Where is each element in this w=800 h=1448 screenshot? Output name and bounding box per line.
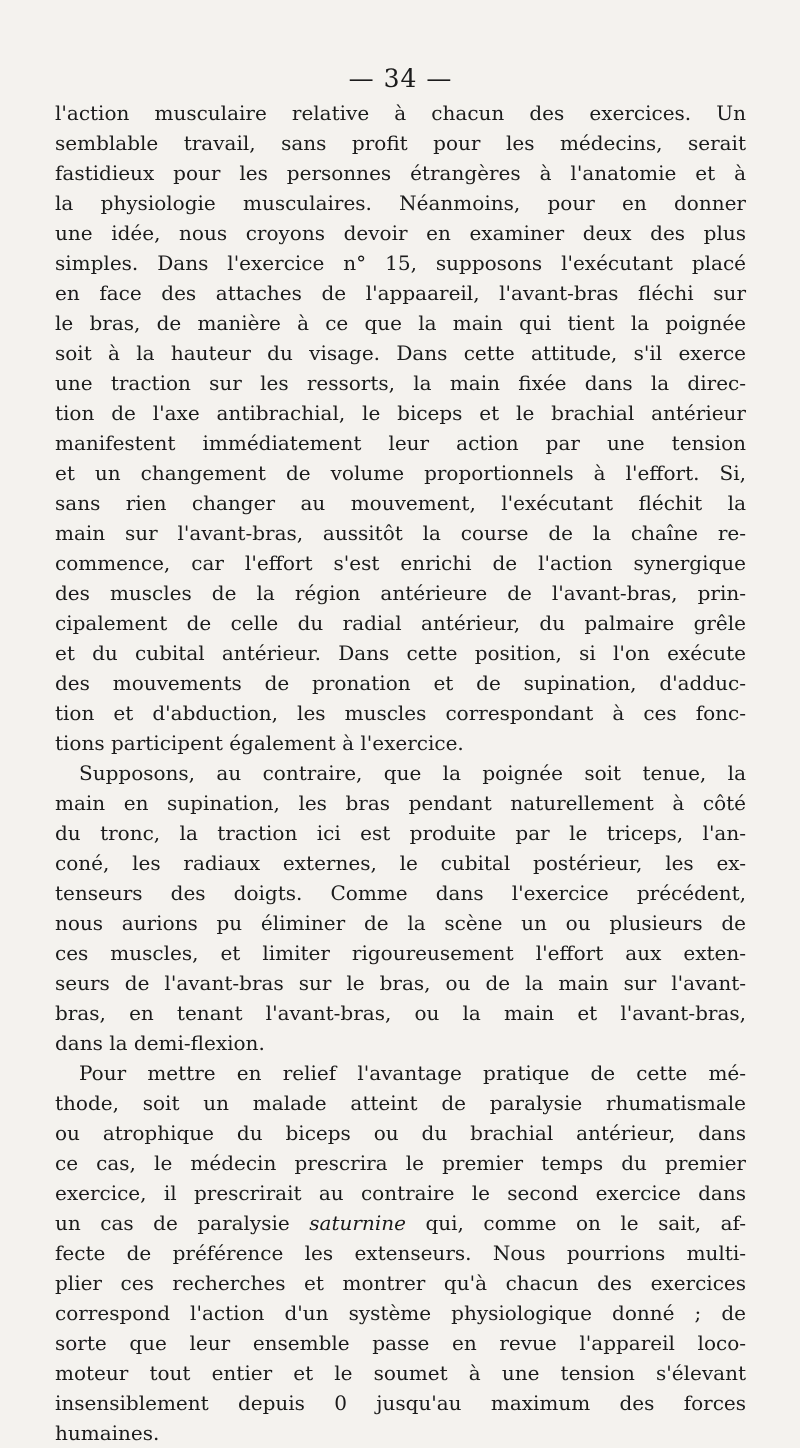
text-line: en face des attaches de l'appaareil, l'avant-bras fléchi sur [55,281,746,305]
text-line: sorte que leur ensemble passe en revue l'appareil loco- [55,1331,746,1355]
text-line: une idée, nous croyons devoir en examiner deux des plus [55,221,746,245]
text-line: Supposons, au contraire, que la poignée soit tenue, la [79,761,746,785]
paragraph-3 [55,1058,746,1448]
text-line: main en supination, les bras pendant naturellement à côté [55,791,746,815]
italic-word: saturnine [309,1211,406,1235]
text-line: nous aurions pu éliminer de la scène un ou plusieurs de [55,911,746,935]
text-line: plier ces recherches et montrer qu'à chacun des exercices [55,1271,746,1295]
text-fragment: un cas de paralysie [55,1211,310,1235]
text-line: tion et d'abduction, les muscles correspondant à ces fonc- [55,701,746,725]
text-line: tions participent également à l'exercice. [55,731,464,755]
text-line: bras, en tenant l'avant-bras, ou la main et l'avant-bras, [55,1001,746,1025]
body-text [55,98,746,1448]
text-line: ou atrophique du biceps ou du brachial antérieur, dans [55,1121,746,1145]
text-line: cipalement de celle du radial antérieur, du palmaire grêle [55,611,746,635]
paragraph-2 [55,758,746,1058]
text-line: soit à la hauteur du visage. Dans cette attitude, s'il exerce [55,341,746,365]
text-line: la physiologie musculaires. Néanmoins, pour en donner [55,191,746,215]
text-line: et un changement de volume proportionnels à l'effort. Si, [55,461,746,485]
text-line: semblable travail, sans profit pour les médecins, serait [55,131,746,155]
text-line: ce cas, le médecin prescrira le premier temps du premier [55,1151,746,1175]
text-line: des mouvements de pronation et de supination, d'adduc- [55,671,746,695]
text-line: tion de l'axe antibrachial, le biceps et le brachial antérieur [55,401,746,425]
text-line: ces muscles, et limiter rigoureusement l'effort aux exten- [55,941,746,965]
text-line: simples. Dans l'exercice n° 15, supposons l'exécutant placé [55,251,746,275]
text-line: l'action musculaire relative à chacun des exercices. Un [55,101,746,125]
text-line: manifestent immédiatement leur action par une tension [55,431,746,455]
text-line: insensiblement depuis 0 jusqu'au maximum des forces [55,1391,746,1415]
text-line: fecte de préférence les extenseurs. Nous pourrions multi- [55,1241,746,1265]
text-line: seurs de l'avant-bras sur le bras, ou de la main sur l'avant- [55,971,746,995]
text-line: thode, soit un malade atteint de paralysie rhumatismale [55,1091,746,1115]
text-line: et du cubital antérieur. Dans cette position, si l'on exécute [55,641,746,665]
text-line: exercice, il prescrirait au contraire le second exercice dans [55,1181,746,1205]
text-line: coné, les radiaux externes, le cubital postérieur, les ex- [55,851,746,875]
text-fragment: qui, comme on le sait, af- [405,1211,746,1235]
text-line-with-italic [55,1208,746,1238]
text-line: Pour mettre en relief l'avantage pratique de cette mé- [79,1061,746,1085]
text-line: le bras, de manière à ce que la main qui tient la poignée [55,311,746,335]
text-line: main sur l'avant-bras, aussitôt la course de la chaîne re- [55,521,746,545]
paragraph-1 [55,98,746,758]
text-line: des muscles de la région antérieure de l'avant-bras, prin- [55,581,746,605]
text-line: correspond l'action d'un système physiologique donné ; de [55,1301,746,1325]
text-line: commence, car l'effort s'est enrichi de l'action synergique [55,551,746,575]
text-line: moteur tout entier et le soumet à une tension s'élevant [55,1361,746,1385]
text-line: tenseurs des doigts. Comme dans l'exercice précédent, [55,881,746,905]
text-line: sans rien changer au mouvement, l'exécutant fléchit la [55,491,746,515]
page-number: — 34 — [348,64,453,93]
text-line: une traction sur les ressorts, la main fixée dans la direc- [55,371,746,395]
text-line: fastidieux pour les personnes étrangères à l'anatomie et à [55,161,746,185]
text-line: du tronc, la traction ici est produite par le triceps, l'an- [55,821,746,845]
text-line: dans la demi-flexion. [55,1031,265,1055]
text-line: humaines. [55,1421,160,1445]
